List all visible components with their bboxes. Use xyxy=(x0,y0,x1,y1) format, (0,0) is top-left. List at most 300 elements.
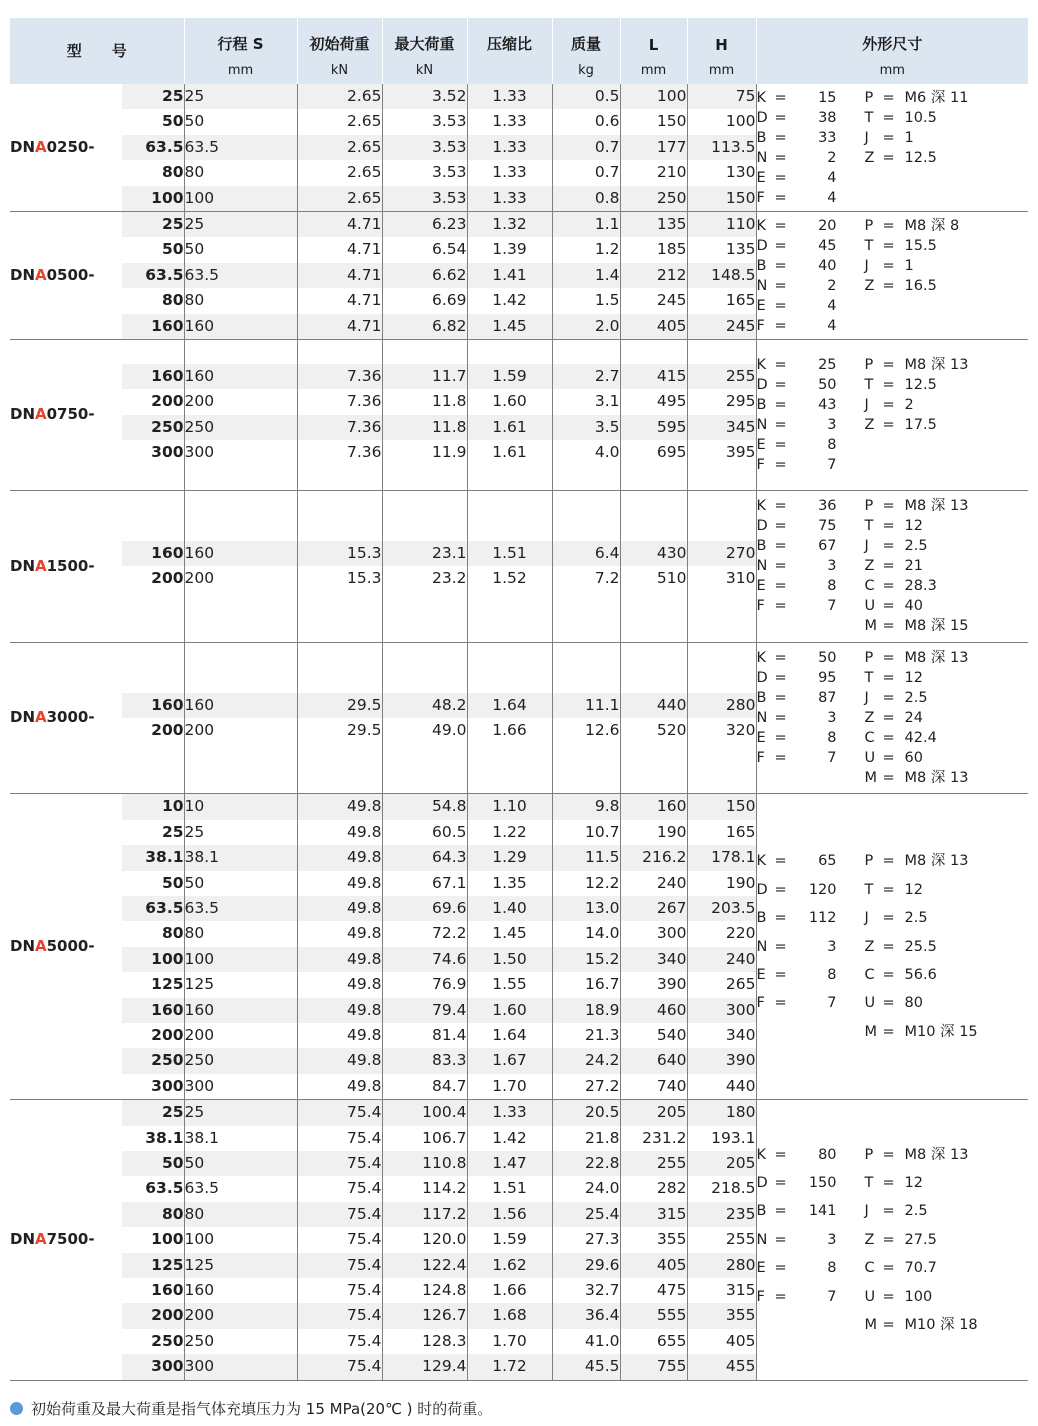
dim-key: B xyxy=(756,1203,767,1220)
dim-entry xyxy=(757,168,865,188)
dim-eq: = xyxy=(882,1260,895,1277)
dim-value: M8 深 13 xyxy=(904,356,969,373)
dim-eq: = xyxy=(882,558,895,575)
cell-L: 340 xyxy=(620,947,687,972)
dim-key: M xyxy=(864,618,878,635)
cell-blank xyxy=(184,490,297,541)
cell-H: 395 xyxy=(687,440,756,465)
dim-entry xyxy=(757,395,865,415)
cell-init: 49.8 xyxy=(297,1074,382,1100)
header-init-load: 初始荷重 xyxy=(297,18,382,56)
cell-suffix: 125 xyxy=(151,975,184,994)
cell-mass: 1.4 xyxy=(552,263,620,288)
model-name xyxy=(10,794,122,1100)
cell-mass: 14.0 xyxy=(552,921,620,946)
dim-key: E xyxy=(756,578,766,595)
dim-key: K xyxy=(756,498,767,515)
cell-suffix: 160 xyxy=(122,998,184,1023)
table-header xyxy=(10,18,1028,84)
dim-value: 1 xyxy=(904,129,914,146)
cell-max: 6.69 xyxy=(382,288,467,313)
cell-suffix: 200 xyxy=(122,1303,184,1328)
dim-value: 2.5 xyxy=(904,910,928,927)
cell-stroke: 50 xyxy=(184,237,297,262)
dim-entry xyxy=(757,728,865,748)
dim-key: N xyxy=(756,1231,768,1248)
cell-blank xyxy=(620,642,687,693)
cell-init: 49.8 xyxy=(297,998,382,1023)
cell-blank xyxy=(467,466,552,491)
unit-stroke: mm xyxy=(184,56,297,84)
cell-stroke: 25 xyxy=(184,84,297,109)
dim-eq: = xyxy=(882,498,895,515)
cell-ratio: 1.56 xyxy=(467,1202,552,1227)
cell-ratio: 1.22 xyxy=(467,820,552,845)
cell-stroke: 160 xyxy=(184,693,297,718)
dim-entry xyxy=(865,1197,1015,1225)
cell-L: 216.2 xyxy=(620,845,687,870)
cell-H: 150 xyxy=(687,186,756,212)
dim-eq: = xyxy=(882,1203,895,1220)
cell-H: 240 xyxy=(687,947,756,972)
cell-mass: 12.2 xyxy=(552,871,620,896)
dim-value: 4 xyxy=(827,297,837,314)
dim-value: 2.5 xyxy=(904,538,928,555)
dim-key: P xyxy=(864,1146,874,1163)
cell-max: 11.9 xyxy=(382,440,467,465)
cell-stroke: 80 xyxy=(184,1202,297,1227)
cell-L: 245 xyxy=(620,288,687,313)
dim-entry xyxy=(757,435,865,455)
cell-stroke: 160 xyxy=(184,314,297,340)
dim-entry xyxy=(757,961,865,989)
dim-value: 2 xyxy=(827,277,837,294)
dimension-block xyxy=(756,642,1028,794)
cell-ratio: 1.40 xyxy=(467,896,552,921)
cell-stroke: 250 xyxy=(184,415,297,440)
model-accent: A xyxy=(35,556,47,575)
dim-value: 45 xyxy=(818,237,837,254)
cell-L: 475 xyxy=(620,1278,687,1303)
cell-stroke: 200 xyxy=(184,1023,297,1048)
cell-stroke: 200 xyxy=(184,1303,297,1328)
dim-value: 8 xyxy=(827,1260,837,1277)
dimension-block xyxy=(756,490,1028,642)
dimension-block xyxy=(756,1100,1028,1380)
cell-suffix: 100 xyxy=(122,186,184,212)
cell-max: 74.6 xyxy=(382,947,467,972)
cell-blank xyxy=(297,592,382,643)
cell-init: 75.4 xyxy=(297,1176,382,1201)
dim-eq: = xyxy=(774,317,787,334)
dim-entry xyxy=(865,556,1015,576)
cell-mass: 18.9 xyxy=(552,998,620,1023)
unit-ratio xyxy=(467,56,552,84)
dim-entry xyxy=(757,1254,865,1282)
cell-mass: 6.4 xyxy=(552,541,620,566)
cell-init: 75.4 xyxy=(297,1253,382,1278)
dim-eq: = xyxy=(774,518,787,535)
dim-entry xyxy=(865,415,1015,435)
dim-value: M8 深 13 xyxy=(904,498,969,515)
dim-entry xyxy=(757,276,865,296)
dim-eq: = xyxy=(882,376,895,393)
cell-H: 220 xyxy=(687,921,756,946)
dim-value: 7 xyxy=(827,995,837,1012)
cell-H: 178.1 xyxy=(687,845,756,870)
cell-blank xyxy=(552,466,620,491)
dimension-block xyxy=(756,340,1028,491)
dim-eq: = xyxy=(882,538,895,555)
cell-blank xyxy=(620,592,687,643)
spec-table-wrapper xyxy=(10,18,1028,1381)
cell-max: 67.1 xyxy=(382,871,467,896)
cell-L: 655 xyxy=(620,1329,687,1354)
cell-init: 29.5 xyxy=(297,693,382,718)
cell-ratio: 1.42 xyxy=(467,288,552,313)
dim-key: J xyxy=(864,257,869,274)
dim-eq: = xyxy=(882,598,895,615)
cell-L: 300 xyxy=(620,921,687,946)
cell-max: 110.8 xyxy=(382,1151,467,1176)
cell-blank xyxy=(620,490,687,541)
cell-L: 415 xyxy=(620,364,687,389)
cell-stroke: 25 xyxy=(184,212,297,238)
cell-init: 2.65 xyxy=(297,109,382,134)
table-row xyxy=(10,84,1028,109)
cell-blank xyxy=(184,466,297,491)
cell-ratio: 1.51 xyxy=(467,1176,552,1201)
cell-max: 48.2 xyxy=(382,693,467,718)
cell-mass: 27.3 xyxy=(552,1227,620,1252)
cell-max: 3.53 xyxy=(382,160,467,185)
dim-entry xyxy=(865,536,1015,556)
cell-ratio: 1.35 xyxy=(467,871,552,896)
bullet-icon xyxy=(10,1402,23,1415)
dim-eq: = xyxy=(774,853,787,870)
dim-value: 70.7 xyxy=(904,1260,937,1277)
dim-eq: = xyxy=(882,853,895,870)
cell-init: 75.4 xyxy=(297,1303,382,1328)
cell-suffix: 25 xyxy=(122,84,184,109)
dim-eq: = xyxy=(774,416,787,433)
cell-max: 6.54 xyxy=(382,237,467,262)
cell-max: 69.6 xyxy=(382,896,467,921)
dim-value: M8 深 15 xyxy=(904,618,969,635)
cell-ratio: 1.39 xyxy=(467,237,552,262)
cell-suffix: 160 xyxy=(122,693,184,718)
cell-stroke: 300 xyxy=(184,1354,297,1380)
dim-entry xyxy=(865,1018,1015,1046)
cell-max: 120.0 xyxy=(382,1227,467,1252)
dim-key: D xyxy=(756,1174,768,1191)
cell-ratio: 1.33 xyxy=(467,160,552,185)
cell-init: 49.8 xyxy=(297,896,382,921)
cell-blank xyxy=(382,642,467,693)
dim-eq: = xyxy=(882,89,895,106)
cell-suffix: 200 xyxy=(151,720,184,739)
dim-eq: = xyxy=(774,749,787,766)
cell-H: 193.1 xyxy=(687,1126,756,1151)
cell-ratio: 1.29 xyxy=(467,845,552,870)
dim-key: T xyxy=(864,1174,874,1191)
header-stroke: 行程 S xyxy=(184,18,297,56)
cell-mass: 21.8 xyxy=(552,1126,620,1151)
cell-max: 11.7 xyxy=(382,364,467,389)
cell-max: 60.5 xyxy=(382,820,467,845)
dim-entry xyxy=(757,1141,865,1169)
model-code: 7500- xyxy=(46,1230,95,1249)
cell-blank xyxy=(297,466,382,491)
cell-stroke: 63.5 xyxy=(184,263,297,288)
dim-key: E xyxy=(756,169,766,186)
dim-entry xyxy=(757,668,865,688)
dim-key: K xyxy=(756,89,767,106)
dim-eq: = xyxy=(774,396,787,413)
dim-eq: = xyxy=(882,649,895,666)
cell-ratio: 1.59 xyxy=(467,364,552,389)
dim-value: 120 xyxy=(808,881,837,898)
dim-entry xyxy=(757,148,865,168)
cell-blank xyxy=(382,743,467,794)
cell-H: 130 xyxy=(687,160,756,185)
cell-ratio: 1.70 xyxy=(467,1074,552,1100)
cell-ratio: 1.72 xyxy=(467,1354,552,1380)
cell-init: 4.71 xyxy=(297,288,382,313)
cell-H: 280 xyxy=(687,1253,756,1278)
cell-suffix: 160 xyxy=(122,314,184,340)
cell-ratio: 1.33 xyxy=(467,186,552,212)
cell-suffix: 10 xyxy=(122,794,184,820)
dim-key: E xyxy=(756,436,766,453)
dim-value: 80 xyxy=(904,995,923,1012)
cell-blank xyxy=(552,340,620,365)
cell-suffix: 50 xyxy=(161,112,184,131)
dim-value: 150 xyxy=(808,1174,837,1191)
dim-eq: = xyxy=(882,1231,895,1248)
cell-ratio: 1.45 xyxy=(467,921,552,946)
cell-max: 72.2 xyxy=(382,921,467,946)
dim-value: 2 xyxy=(904,396,914,413)
cell-blank xyxy=(122,340,184,365)
dim-eq: = xyxy=(774,237,787,254)
dim-entry xyxy=(865,708,1015,728)
dimension-block xyxy=(756,794,1028,1100)
dim-key: T xyxy=(864,237,874,254)
dim-entry xyxy=(757,1197,865,1225)
cell-max: 3.52 xyxy=(382,84,467,109)
dim-eq: = xyxy=(882,1316,895,1333)
dim-entry xyxy=(757,989,865,1017)
cell-suffix: 100 xyxy=(122,947,184,972)
cell-H: 113.5 xyxy=(687,135,756,160)
cell-max: 117.2 xyxy=(382,1202,467,1227)
dim-key: Z xyxy=(864,149,875,166)
cell-L: 520 xyxy=(620,718,687,743)
cell-mass: 24.2 xyxy=(552,1048,620,1073)
dim-value: 75 xyxy=(818,518,837,535)
cell-H: 300 xyxy=(687,998,756,1023)
cell-mass: 24.0 xyxy=(552,1176,620,1201)
dim-entry xyxy=(757,576,865,596)
dim-key: D xyxy=(756,376,768,393)
cell-max: 11.8 xyxy=(382,415,467,440)
cell-stroke: 63.5 xyxy=(184,1176,297,1201)
spec-table xyxy=(10,18,1028,1381)
cell-init: 75.4 xyxy=(297,1100,382,1126)
table-row xyxy=(10,1100,1028,1126)
cell-L: 755 xyxy=(620,1354,687,1380)
cell-H: 75 xyxy=(687,84,756,109)
dim-entry xyxy=(865,216,1015,236)
cell-init: 7.36 xyxy=(297,415,382,440)
dim-key: C xyxy=(864,966,875,983)
dim-key: P xyxy=(864,649,874,666)
cell-mass: 32.7 xyxy=(552,1278,620,1303)
dim-eq: = xyxy=(882,749,895,766)
cell-blank xyxy=(467,642,552,693)
cell-suffix: 160 xyxy=(122,364,184,389)
dim-eq: = xyxy=(882,518,895,535)
cell-H: 315 xyxy=(687,1278,756,1303)
cell-L: 315 xyxy=(620,1202,687,1227)
model-name xyxy=(10,490,122,642)
dim-key: E xyxy=(756,966,766,983)
cell-mass: 0.7 xyxy=(552,160,620,185)
cell-H: 135 xyxy=(687,237,756,262)
dim-eq: = xyxy=(774,169,787,186)
dim-eq: = xyxy=(774,1288,787,1305)
dim-value: 3 xyxy=(827,416,837,433)
header-ratio: 压缩比 xyxy=(467,18,552,56)
dim-entry xyxy=(757,708,865,728)
cell-stroke: 25 xyxy=(184,1100,297,1126)
cell-suffix: 200 xyxy=(151,392,184,411)
dim-value: 42.4 xyxy=(904,729,937,746)
cell-suffix: 38.1 xyxy=(122,845,184,870)
cell-ratio: 1.33 xyxy=(467,1100,552,1126)
dim-value: 17.5 xyxy=(904,416,937,433)
cell-ratio: 1.33 xyxy=(467,84,552,109)
dim-entry xyxy=(757,748,865,768)
dim-eq: = xyxy=(774,910,787,927)
cell-blank xyxy=(552,592,620,643)
dim-key: Z xyxy=(864,1231,875,1248)
dim-value: 141 xyxy=(808,1203,837,1220)
dim-eq: = xyxy=(882,149,895,166)
dim-key: D xyxy=(756,669,768,686)
cell-blank xyxy=(184,340,297,365)
dimension-block xyxy=(756,84,1028,212)
cell-blank xyxy=(122,743,184,794)
dim-key: E xyxy=(756,297,766,314)
cell-H: 405 xyxy=(687,1329,756,1354)
cell-ratio: 1.52 xyxy=(467,566,552,591)
unit-dims: mm xyxy=(756,56,1028,84)
dim-eq: = xyxy=(774,1231,787,1248)
cell-ratio: 1.66 xyxy=(467,1278,552,1303)
cell-init: 2.65 xyxy=(297,186,382,212)
dim-value: 12 xyxy=(904,669,923,686)
cell-blank xyxy=(297,642,382,693)
cell-max: 79.4 xyxy=(382,998,467,1023)
dim-entry xyxy=(865,355,1015,375)
dim-entry xyxy=(757,933,865,961)
dim-entry xyxy=(757,375,865,395)
cell-H: 295 xyxy=(687,389,756,414)
dim-value: 12 xyxy=(904,881,923,898)
cell-H: 150 xyxy=(687,794,756,820)
cell-suffix: 300 xyxy=(122,1354,184,1380)
dim-eq: = xyxy=(774,456,787,473)
cell-stroke: 250 xyxy=(184,1048,297,1073)
cell-suffix: 63.5 xyxy=(122,135,184,160)
dim-value: 7 xyxy=(827,456,837,473)
dim-entry xyxy=(865,728,1015,748)
dim-eq: = xyxy=(774,217,787,234)
cell-L: 460 xyxy=(620,998,687,1023)
dim-entry xyxy=(757,496,865,516)
dim-key: F xyxy=(756,995,765,1012)
cell-suffix: 50 xyxy=(161,873,184,892)
dim-value: 2.5 xyxy=(904,689,928,706)
dim-eq: = xyxy=(882,237,895,254)
dim-value: 2.5 xyxy=(904,1203,928,1220)
cell-suffix: 50 xyxy=(161,240,184,259)
model-prefix: DN xyxy=(10,266,36,285)
cell-init: 29.5 xyxy=(297,718,382,743)
dim-key: Z xyxy=(864,558,875,575)
cell-blank xyxy=(467,340,552,365)
dim-key: E xyxy=(756,1260,766,1277)
cell-init: 75.4 xyxy=(297,1354,382,1380)
cell-suffix: 25 xyxy=(122,212,184,238)
cell-blank xyxy=(620,340,687,365)
cell-L: 185 xyxy=(620,237,687,262)
cell-suffix: 80 xyxy=(161,291,184,310)
cell-max: 126.7 xyxy=(382,1303,467,1328)
cell-H: 180 xyxy=(687,1100,756,1126)
cell-H: 390 xyxy=(687,1048,756,1073)
cell-max: 3.53 xyxy=(382,186,467,212)
cell-stroke: 50 xyxy=(184,109,297,134)
header-model: 型 号 xyxy=(10,18,184,84)
cell-H: 235 xyxy=(687,1202,756,1227)
cell-init: 75.4 xyxy=(297,1151,382,1176)
cell-max: 11.8 xyxy=(382,389,467,414)
dim-value: 67 xyxy=(818,538,837,555)
dim-key: J xyxy=(864,396,869,413)
cell-L: 160 xyxy=(620,794,687,820)
model-accent: A xyxy=(35,708,47,727)
cell-L: 135 xyxy=(620,212,687,238)
cell-mass: 25.4 xyxy=(552,1202,620,1227)
dim-eq: = xyxy=(882,709,895,726)
cell-init: 49.8 xyxy=(297,820,382,845)
dim-key: F xyxy=(756,1288,765,1305)
cell-ratio: 1.47 xyxy=(467,1151,552,1176)
cell-max: 84.7 xyxy=(382,1074,467,1100)
cell-max: 54.8 xyxy=(382,794,467,820)
dim-value: 28.3 xyxy=(904,578,937,595)
dim-value: 112 xyxy=(808,910,837,927)
cell-mass: 13.0 xyxy=(552,896,620,921)
dim-entry xyxy=(865,236,1015,256)
dim-eq: = xyxy=(882,669,895,686)
cell-L: 190 xyxy=(620,820,687,845)
dim-entry xyxy=(865,395,1015,415)
model-accent: A xyxy=(35,266,47,285)
